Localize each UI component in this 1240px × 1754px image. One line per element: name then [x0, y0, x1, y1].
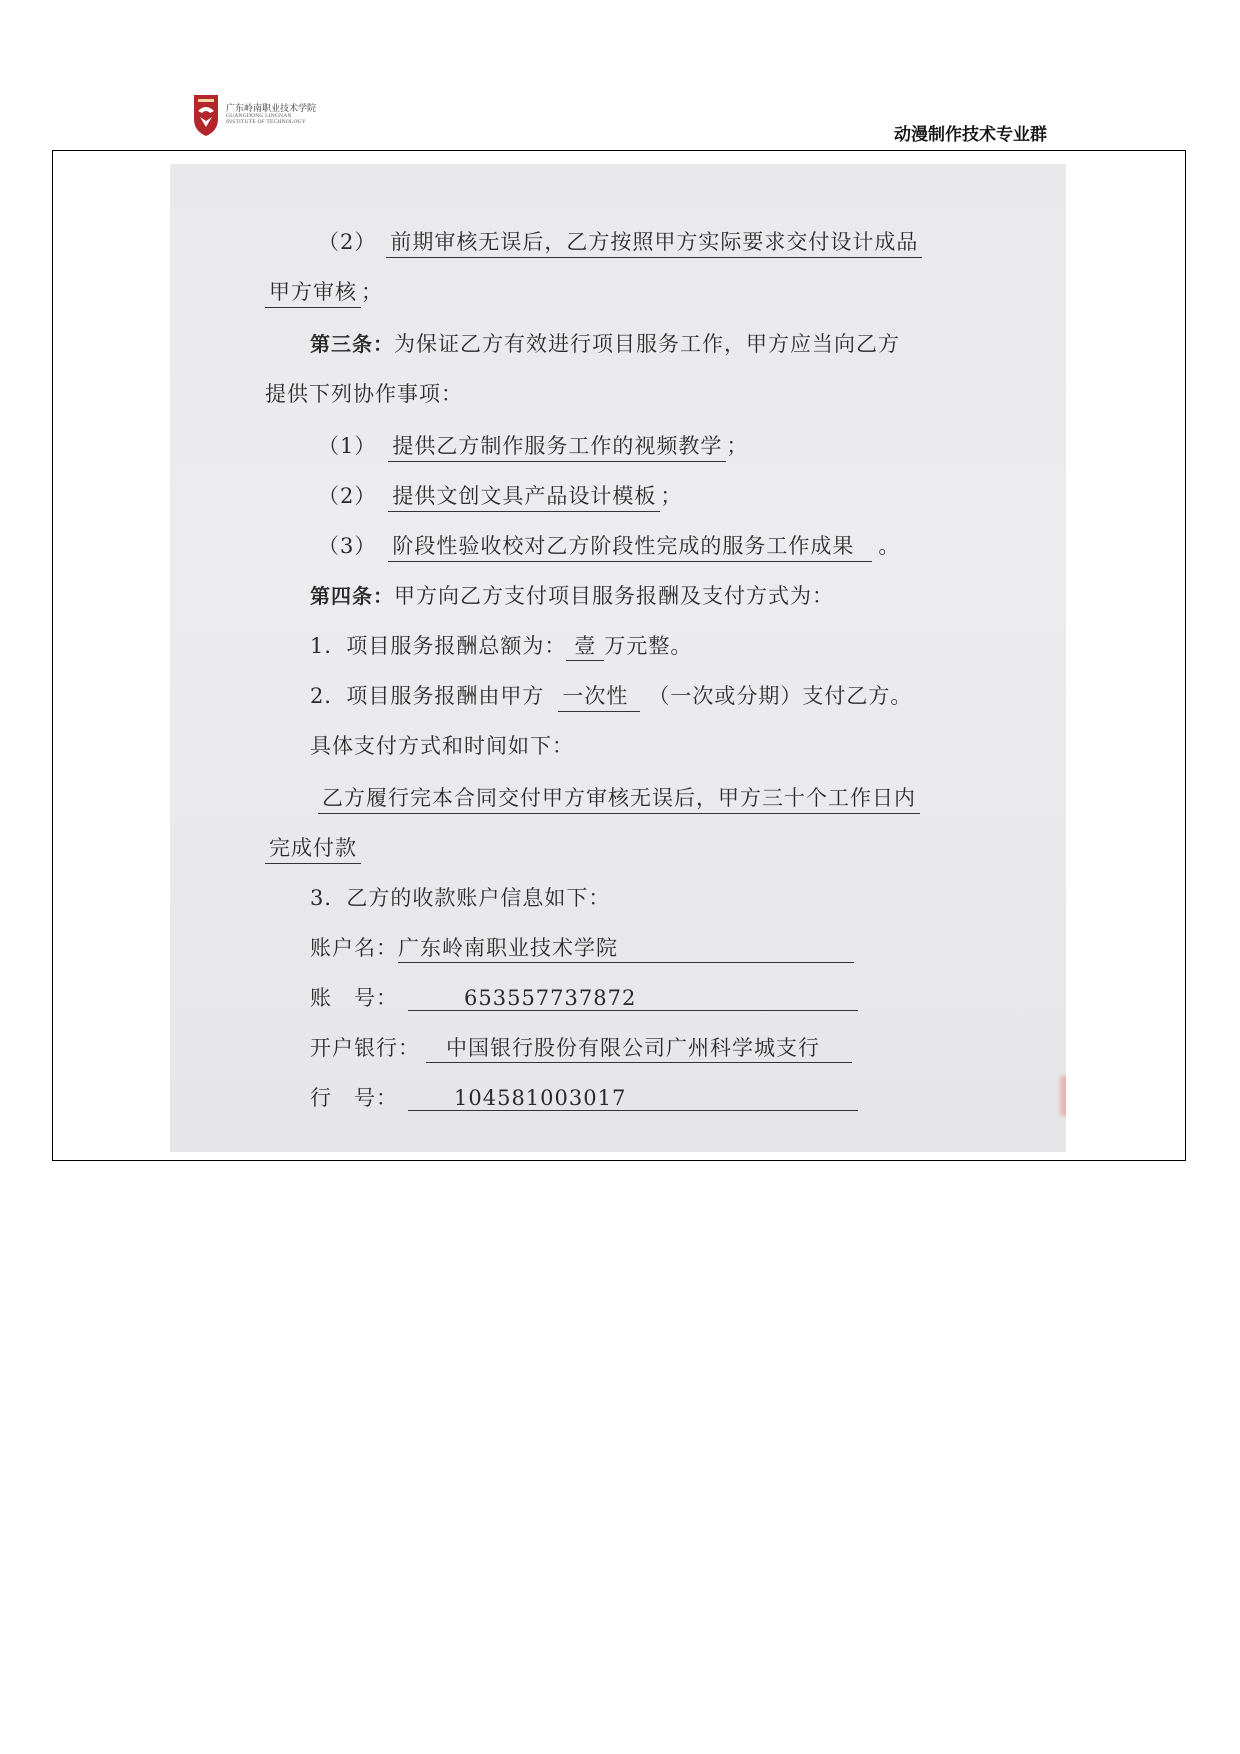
payment-schedule-label: 具体支付方式和时间如下：	[310, 734, 574, 758]
account-number-row: 账 号： 653557737872	[310, 982, 858, 1012]
red-stamp-edge	[1060, 1076, 1066, 1116]
cooperation-item-3: （3） 阶段性验收校对乙方阶段性完成的服务工作成果 。	[318, 530, 900, 562]
article-4-heading: 第四条：甲方向乙方支付项目服务报酬及支付方式为：	[310, 584, 834, 608]
school-logo	[192, 92, 332, 138]
logo-chinese-name: 广东岭南职业技术学院	[226, 103, 317, 114]
logo-english-line-1: GUANGDONG LINGNAN	[226, 112, 292, 119]
professional-group-title: 动漫制作技术专业群	[894, 125, 1047, 145]
shield-emblem-icon	[192, 93, 220, 137]
bank-name-row: 开户银行： 中国银行股份有限公司广州科学城支行	[310, 1032, 852, 1063]
article-3-continuation: 提供下列协作事项：	[265, 382, 463, 406]
logo-english-line-2: INSTITUTE OF TECHNOLOGY	[226, 118, 306, 125]
account-info-heading: 3．乙方的收款账户信息如下：	[310, 886, 611, 910]
bank-code-row: 行 号： 104581003017	[310, 1082, 858, 1112]
scanned-contract-page	[170, 164, 1066, 1152]
clause-2-2-continuation: 甲方审核 ；	[265, 276, 383, 308]
payment-schedule-text: 乙方履行完本合同交付甲方审核无误后，甲方三十个工作日内	[318, 782, 920, 814]
payment-schedule-continuation: 完成付款	[265, 832, 361, 864]
payment-total-line: 1．项目服务报酬总额为： 壹 万元整。	[310, 630, 692, 661]
cooperation-item-2: （2） 提供文创文具产品设计模板 ；	[318, 480, 682, 512]
account-name-row: 账户名：广东岭南职业技术学院	[310, 932, 854, 963]
clause-2-2-line: （2） 前期审核无误后，乙方按照甲方实际要求交付设计成品	[318, 226, 922, 258]
payment-method-line: 2．项目服务报酬由甲方 一次性 （一次或分期）支付乙方。	[310, 680, 912, 712]
article-3-heading: 第三条：为保证乙方有效进行项目服务工作，甲方应当向乙方	[310, 332, 900, 356]
cooperation-item-1: （1） 提供乙方制作服务工作的视频教学 ；	[318, 430, 748, 462]
